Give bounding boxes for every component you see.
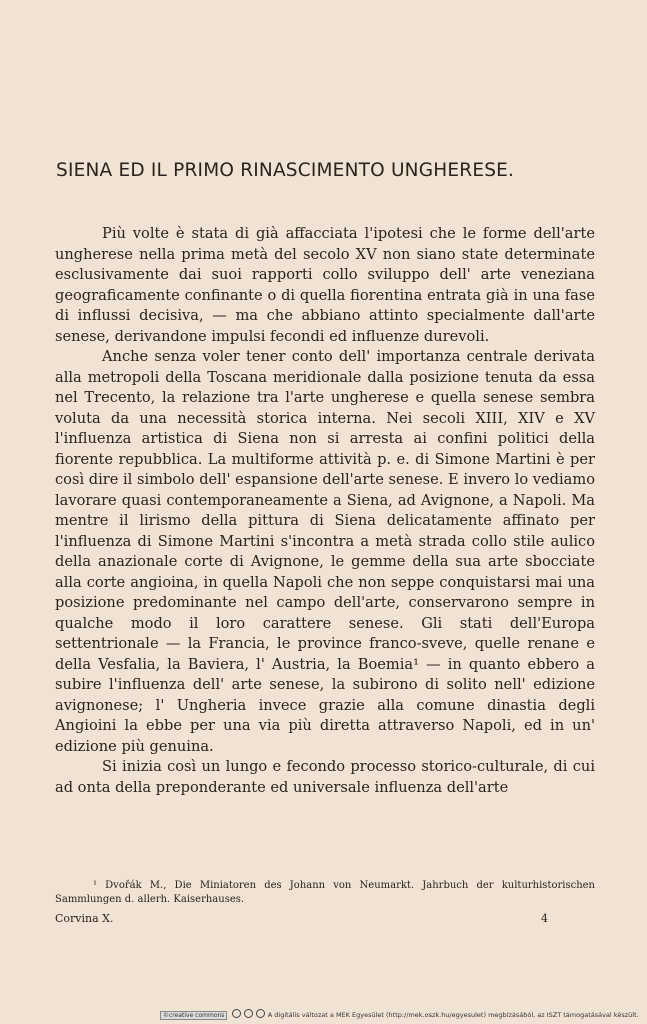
creative-commons-logo: ©creative commons [160,1011,227,1020]
signature-line [55,912,555,925]
by-icon [232,1009,241,1018]
footnote [55,879,595,907]
noderivs-icon [256,1009,265,1018]
noncommercial-icon [244,1009,253,1018]
footnote-text: ¹ Dvořák M., Die Miniatoren des Johann von Neumarkt. Jahrbuch der kulturhistorischen Sammlungen d. allerh. Kaiserhauses. [55,880,595,905]
license-strip [160,1009,639,1020]
paragraph: Anche senza voler tener conto dell' importanza centrale derivata alla metropoli della Toscana meridionale dalla posizione tenuta da essa nel Trecento, la relazione tra l'arte ungherese e quella senese sembra voluta da una necessità storica interna. Nei secoli XIII, XIV e XV l'influenza artistica di Siena non si arresta ai confini politici della fiorente repubblica. La multiforme attività p. e. di Simone Martini è per così dire il simbolo dell' espansione dell'arte senese. E invero lo vediamo lavorare quasi contemporaneamente a Siena, ad Avignone, a Napoli. Ma mentre il lirismo della pittura di Siena delicatamente affinato per l'influenza di Simone Martini s'incontra a metà strada collo stile aulico della anazionale corte di Avignone, le gemme della sua arte sbocciate alla corte angioina, in quella Napoli che non seppe conquistarsi mai una posizione predominante nel campo dell'arte, conservarono sempre in qualche modo il loro carattere senese. Gli stati dell'Europa settentrionale — la Francia, le province franco-sveve, quelle renane e della Vesfalia, la Baviera, l' Austria, la Boemia¹ — in quanto ebbero a subire l'influenza dell' arte senese, la subirono di solito nell' edizione avignonese; l' Ungheria invece grazie alla comune dinastia degli Angioini la ebbe per una via più diretta attraverso Napoli, ed in un' edizione più genuina. [55,348,596,755]
license-text: A digitális változat a MEK Egyesület (http://mek.oszk.hu/egyesulet) megbízásából, az ISZT támogatásával készült. [267,1011,639,1019]
page-title: SIENA ED IL PRIMO RINASCIMENTO UNGHERESE. [56,160,515,181]
signature-number: 4 [541,912,548,925]
paragraph: Si inizia così un lungo e fecondo processo storico-culturale, di cui ad onta della preponderante ed universale influenza dell'arte [55,758,595,796]
body-text [55,224,595,798]
signature-label: Corvina X. [55,912,114,925]
paragraph: Più volte è stata di già affacciata l'ipotesi che le forme dell'arte ungherese nella prima metà del secolo XV non siano state determinate esclusivamente dai suoi rapporti collo sviluppo dell' arte veneziana geograficamente confinante o di quella fiorentina entrata già in una fase di influssi decisiva, — ma che abbiano attinto specialmente dall'arte senese, derivandone impulsi fecondi ed influenze durevoli. [55,225,595,345]
